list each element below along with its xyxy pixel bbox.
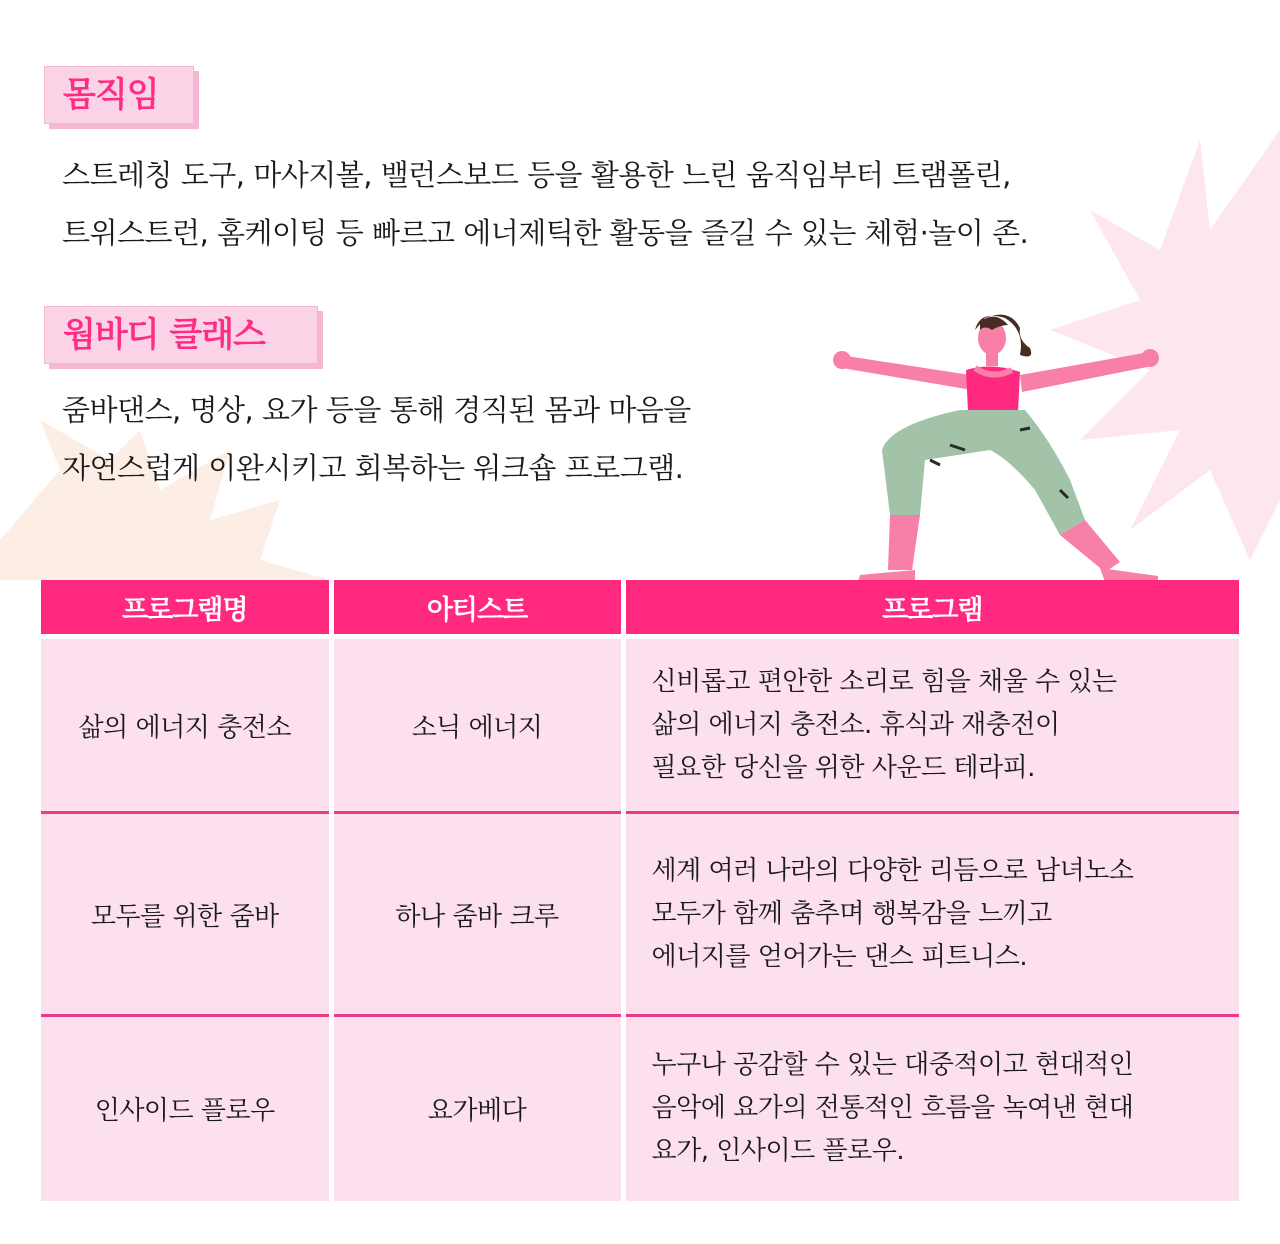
table-row [41,1016,1239,1201]
yoga-pose-woman-illustration [820,300,1180,590]
table-header-row [41,580,1239,637]
section-tag-movement [44,66,194,124]
description-line: 모두가 함께 춤추며 행복감을 느끼고 [651,898,1052,929]
column-header-artist: 아티스트 [331,580,623,637]
description-line: 요가, 인사이드 플로우. [651,1136,905,1167]
description-line: 줌바댄스, 명상, 요가 등을 통해 경직된 몸과 마음을 [62,393,691,427]
description-line: 필요한 당신을 위한 사운드 테라피. [651,752,1035,783]
program-name-cell: 모두를 위한 줌바 [41,813,331,1016]
table-row [41,813,1239,1016]
description-line: 에너지를 얻어가는 댄스 피트니스. [651,941,1028,972]
description-line: 삶의 에너지 충전소. 휴식과 재충전이 [651,709,1060,740]
table-row [41,637,1239,813]
artist-cell: 소닉 에너지 [331,637,623,813]
section-tag-warm-body-class [44,306,318,364]
section-description-movement [62,146,1028,262]
description-line: 신비롭고 편안한 소리로 힘을 채울 수 있는 [651,666,1117,697]
program-description-cell [623,637,1239,813]
column-header-program: 프로그램 [623,580,1239,637]
description-line: 누구나 공감할 수 있는 대중적이고 현대적인 [651,1050,1134,1081]
description-line: 음악에 요가의 전통적인 흐름을 녹여낸 현대 [651,1093,1134,1124]
description-line: 세계 여러 나라의 다양한 리듬으로 남녀노소 [651,855,1134,886]
description-line: 스트레칭 도구, 마사지볼, 밸런스보드 등을 활용한 느린 움직임부터 트램폴린, [62,158,1011,192]
program-name-cell: 인사이드 플로우 [41,1016,331,1201]
program-table [41,580,1239,1201]
program-name-cell: 삶의 에너지 충전소 [41,637,331,813]
section-description-warm-body [62,381,691,497]
description-line: 트위스트런, 홈케이팅 등 빠르고 에너제틱한 활동을 즐길 수 있는 체험·놀이 존. [62,216,1029,250]
artist-cell: 요가베다 [331,1016,623,1201]
section-tag-label: 몸직임 [63,75,159,115]
section-tag-label: 웜바디 클래스 [63,315,265,355]
description-line: 자연스럽게 이완시키고 회복하는 워크숍 프로그램. [62,451,684,485]
program-description-cell [623,813,1239,1016]
artist-cell: 하나 줌바 크루 [331,813,623,1016]
column-header-program-name: 프로그램명 [41,580,331,637]
program-description-cell [623,1016,1239,1201]
